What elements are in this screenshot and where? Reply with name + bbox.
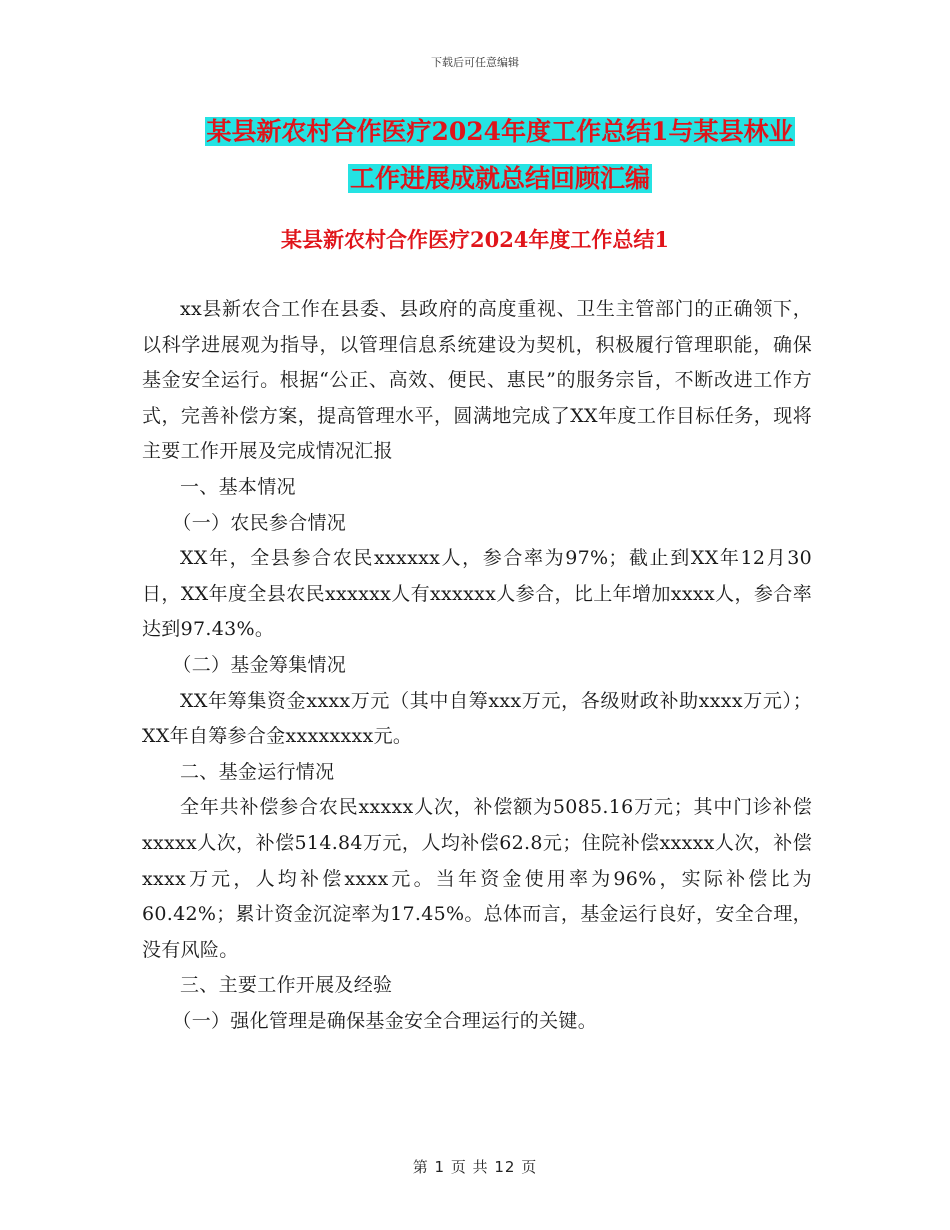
title-line-1: 某县新农村合作医疗2024年度工作总结1与某县林业: [206, 117, 794, 146]
document-body: [142, 292, 812, 1039]
page-footer: 第 1 页 共 12 页: [412, 1158, 538, 1176]
heading-fund-raising: （二）基金筹集情况: [172, 653, 347, 676]
heading-main-work: 三、主要工作开展及经验: [180, 974, 393, 997]
page-header: 下载后可任意编辑: [431, 56, 519, 69]
heading-farmer-participation: （一）农民参合情况: [172, 511, 347, 534]
heading-strengthen-management: （一）强化管理是确保基金安全合理运行的关键。: [172, 1009, 597, 1032]
paragraph-fund-raising: XX年筹集资金xxxx万元（其中自筹xxx万元，各级财政补助xxxx万元）；XX年自筹参合金xxxxxxxx元。: [142, 689, 812, 748]
document-title: [140, 108, 860, 202]
title-line-2: 工作进展成就总结回顾汇编: [349, 164, 650, 193]
heading-basic-situation: 一、基本情况: [180, 475, 296, 498]
section-title: 某县新农村合作医疗2024年度工作总结1: [280, 227, 670, 252]
paragraph-fund-operation: 全年共补偿参合农民xxxxx人次，补偿额为5085.16万元；其中门诊补偿xxxxx人次，补偿514.84万元，人均补偿62.8元；住院补偿xxxxx人次，补偿xxxx万元，人均补偿xxxx元。当年资金使用率为96%，实际补偿比为60.42%；累计资金沉淀率为17.45%。总体而言，基金运行良好，安全合理，没有风险。: [142, 796, 812, 961]
paragraph-intro: xx县新农合工作在县委、县政府的高度重视、卫生主管部门的正确领下，以科学进展观为指导，以管理信息系统建设为契机，积极履行管理职能，确保基金安全运行。根据“公正、高效、便民、惠民”的服务宗旨，不断改进工作方式，完善补偿方案，提高管理水平，圆满地完成了XX年度工作目标任务，现将主要工作开展及完成情况汇报: [142, 298, 812, 463]
heading-fund-operation: 二、基金运行情况: [180, 760, 335, 783]
paragraph-participation: XX年，全县参合农民xxxxxx人，参合率为97%；截止到XX年12月30日，XX年度全县农民xxxxxx人有xxxxxx人参合，比上年增加xxxx人，参合率达到97.43%。: [142, 547, 812, 641]
